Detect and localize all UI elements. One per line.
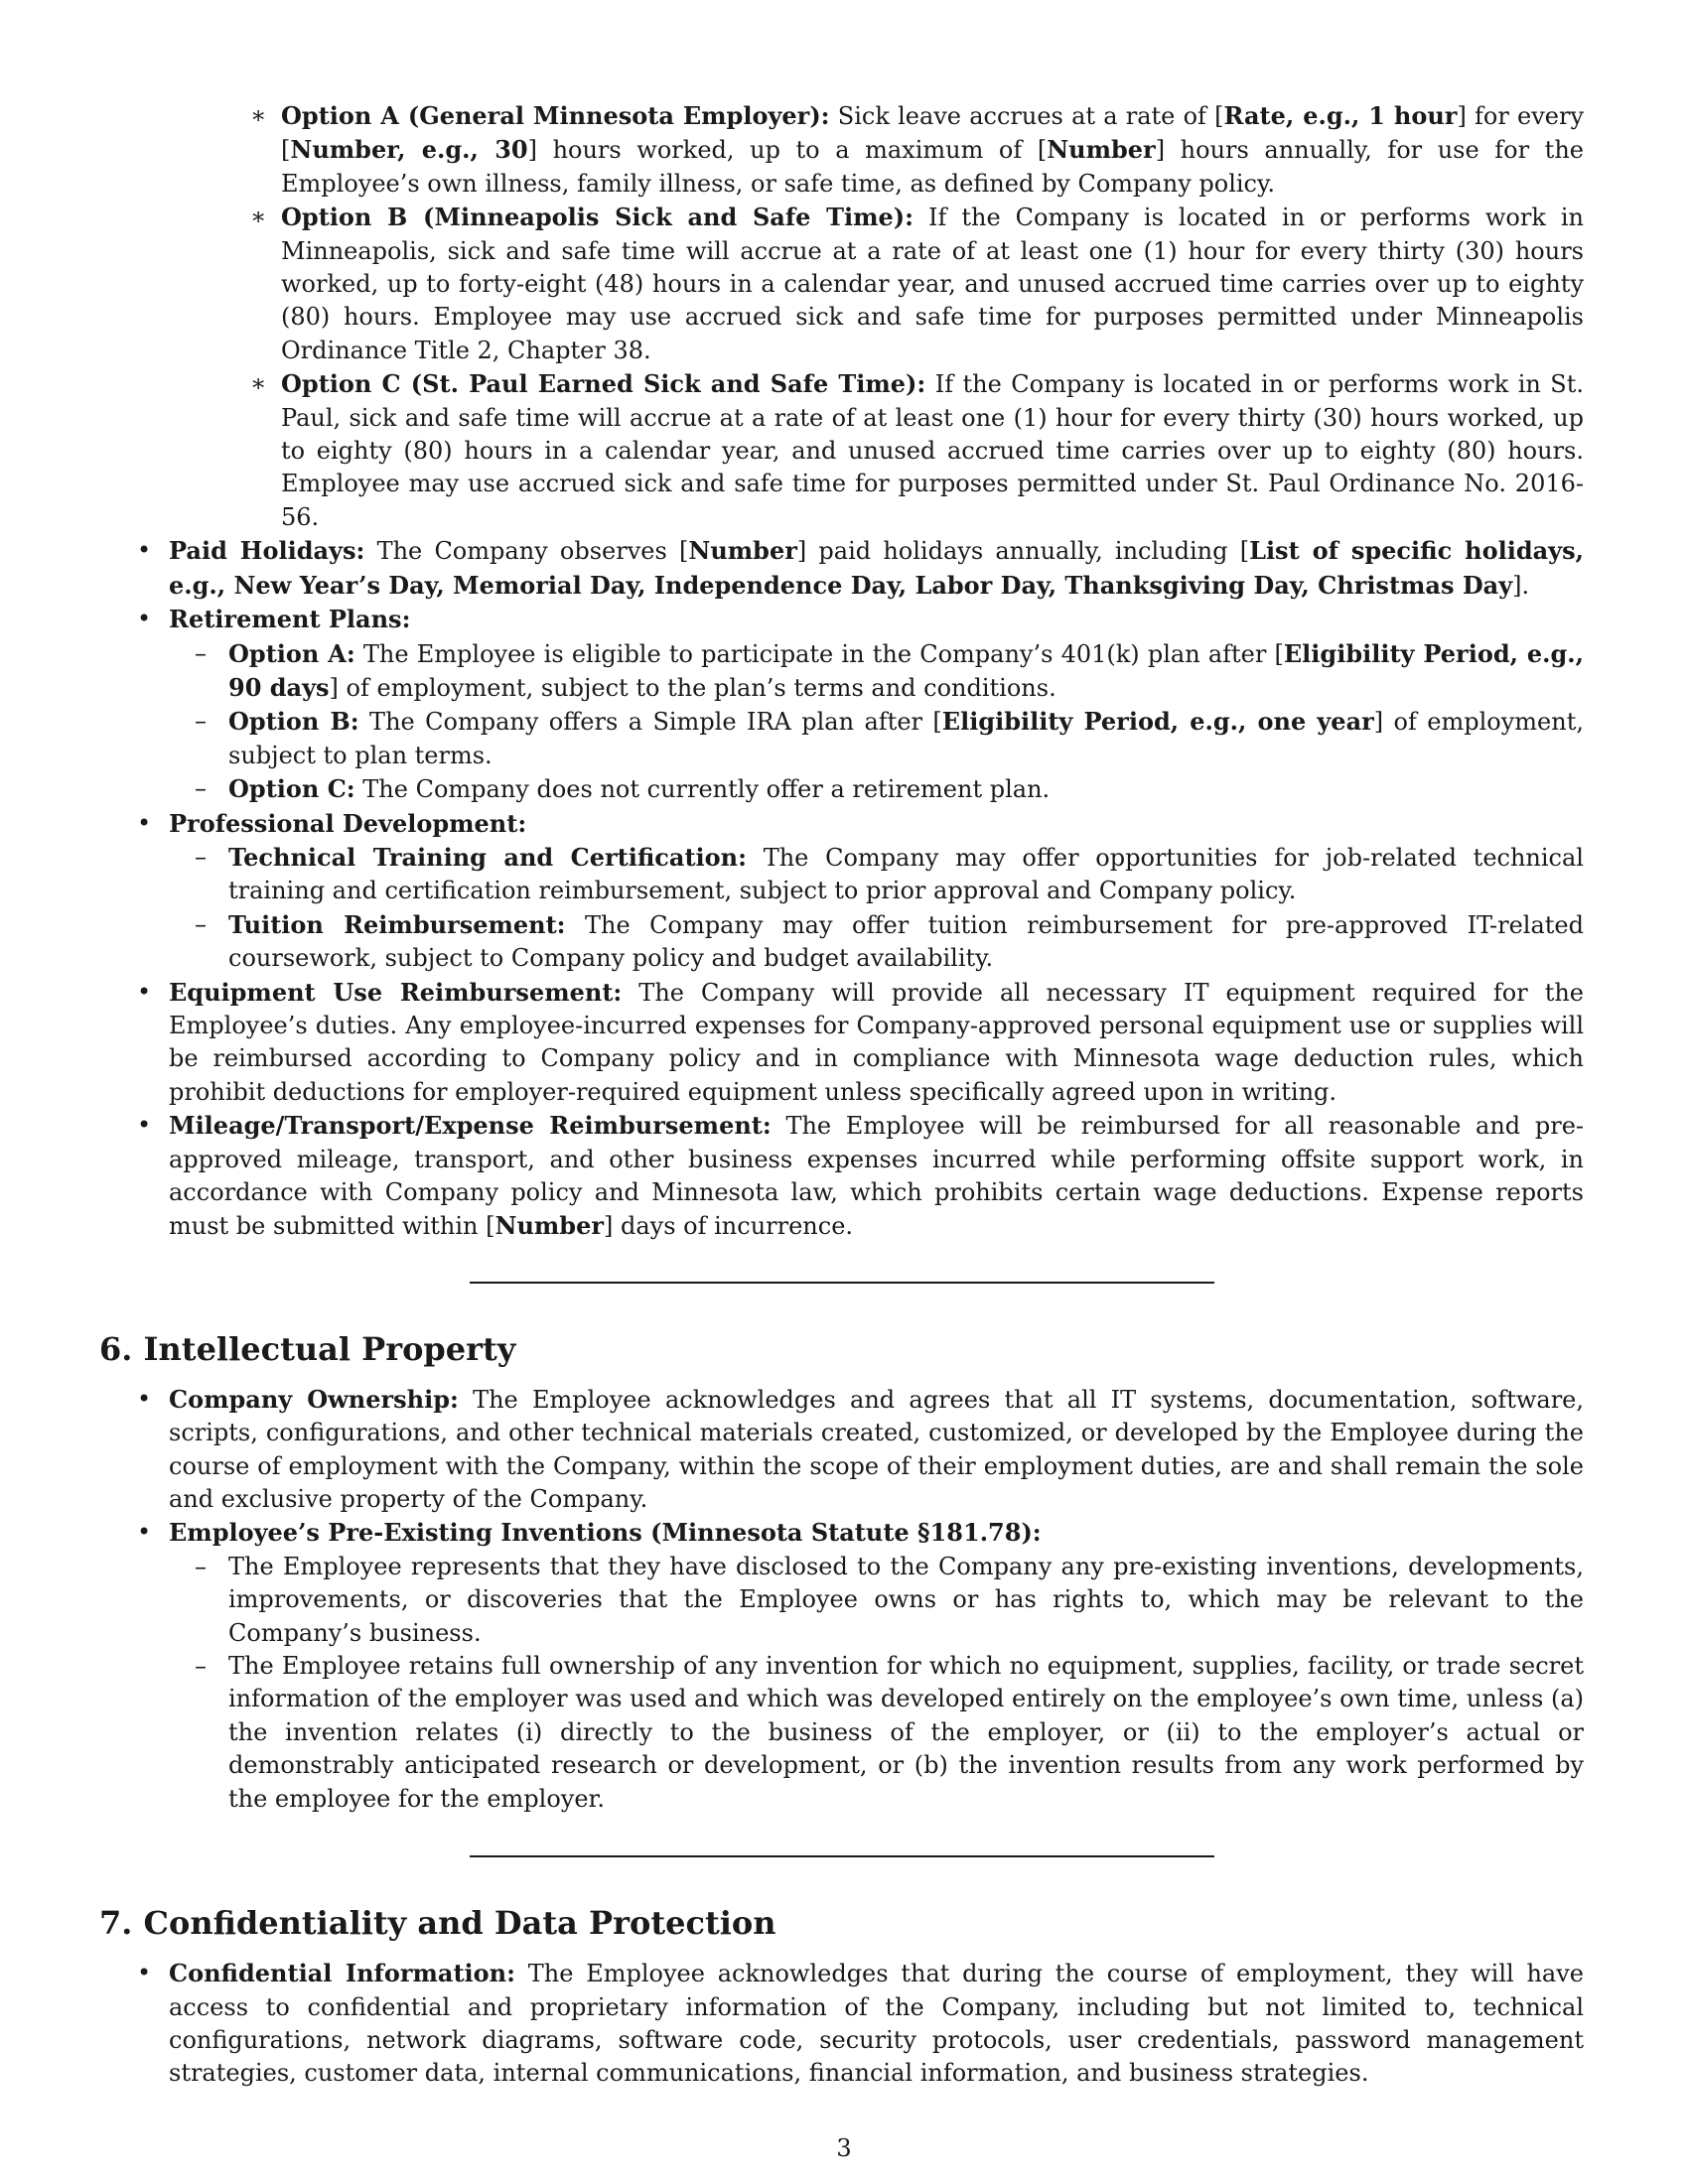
list-item (99, 1109, 1584, 1244)
list-item (99, 1957, 1584, 2091)
bullet-icon: • (137, 808, 152, 837)
professional-development-heading: Professional Development: (169, 808, 527, 838)
retirement-option-c: Option C: The Company does not currently offer a retirement plan. (228, 774, 1051, 804)
pre-existing-item-2: The Employee retains full ownership of any invention for which no equipment, supplies, facility, or trade secret information of the employer was used and which was developed entirely on the employee’s own time, unless (a) the invention relates (i) directly to the business of the employer, or (ii) to the employer’s actual or demonstrably anticipated research or development, or (b) the invention results from any work performed by the employee for the employer. (228, 1652, 1584, 1813)
list-item (99, 1516, 1584, 1550)
pre-existing-item-1: The Employee represents that they have disclosed to the Company any pre-existing inventions, developments, improvements, or discoveries that the Employee owns or has rights to, which may be relevant to the Company’s business. (228, 1552, 1584, 1647)
company-ownership: Company Ownership: The Employee acknowledges and agrees that all IT systems, documentation, software, scripts, configurations, and other technical materials created, customized, or developed by the Employee during the course of employment with the Company, within the scope of their employment duties, are and shall remain the sole and exclusive property of the Company. (169, 1384, 1585, 1514)
professional-development-list (99, 841, 1584, 976)
retirement-plans-heading: Retirement Plans: (169, 605, 411, 634)
list-item (99, 99, 1584, 201)
sick-leave-option-a: Option A (General Minnesota Employer): Sick leave accrues at a rate of [Rate, e.g., 1 hour] for every [Number, e.g., 30] hours worked, up to a maximum of [Number] hours annually, for use for the Employee’s own illness, family illness, or safe time, as defined by Company policy. (281, 101, 1585, 198)
reimbursement-list (99, 976, 1584, 1244)
list-item (99, 908, 1584, 976)
technical-training: Technical Training and Certification: The Company may offer opportunities for job-related technical training and certification reimbursement, subject to prior approval and Company policy. (228, 842, 1584, 905)
dash-bullet-icon: – (195, 638, 207, 667)
dash-bullet-icon: – (195, 707, 207, 736)
list-item (99, 1383, 1584, 1517)
pre-existing-inventions-heading: Employee’s Pre-Existing Inventions (Minnesota Statute §181.78): (169, 1518, 1042, 1548)
equipment-reimbursement: Equipment Use Reimbursement: The Company will provide all necessary IT equipment required for the Employee’s duties. Any employee-incurred expenses for Company-approved personal equipment use or supplies will be reimbursed according to Company policy and in compliance with Minnesota wage deduction rules, which prohibit deductions for employer-required equipment unless specifically agreed upon in writing. (169, 977, 1585, 1106)
bullet-icon: • (137, 1111, 152, 1140)
list-item (99, 772, 1584, 806)
dash-bullet-icon: – (195, 774, 207, 803)
dash-bullet-icon: – (195, 842, 207, 871)
list-item (99, 1650, 1584, 1816)
document-page (99, 99, 1584, 2091)
list-item (99, 1551, 1584, 1650)
dash-bullet-icon: – (195, 1552, 207, 1580)
section-divider (470, 1855, 1214, 1857)
bullet-icon: • (137, 977, 152, 1006)
pre-existing-inventions-list (99, 1551, 1584, 1816)
section-divider (470, 1282, 1214, 1284)
dash-bullet-icon: – (195, 909, 207, 938)
sick-leave-option-b: Option B (Minneapolis Sick and Safe Time): If the Company is located in or performs work in Minneapolis, sick and safe time will accrue at a rate of at least one (1) hour for every thirty (30) hours worked, up to forty-eight (48) hours in a calendar year, and unused accrued time carries over up to eighty (80) hours. Employee may use accrued sick and safe time for purposes permitted under Minneapolis Ordinance Title 2, Chapter 38. (281, 203, 1584, 364)
list-item (99, 705, 1584, 772)
list-item (99, 807, 1584, 841)
option-label: Option B (Minneapolis Sick and Safe Time): (281, 203, 914, 232)
star-bullet-icon: ∗ (250, 203, 267, 231)
star-bullet-icon: ∗ (250, 369, 267, 398)
list-item (99, 841, 1584, 908)
list-item (99, 603, 1584, 636)
sick-leave-option-c: Option C (St. Paul Earned Sick and Safe Time): If the Company is located in or performs work in St. Paul, sick and safe time will accrue at a rate of at least one (1) hour for every thirty (30) hours worked, up to eighty (80) hours in a calendar year, and unused accrued time carries over up to eighty (80) hours. Employee may use accrued sick and safe time for purposes permitted under St. Paul Ordinance No. 2016-56. (281, 369, 1585, 531)
section-7-list (99, 1957, 1584, 2091)
option-label: Option C (St. Paul Earned Sick and Safe Time): (281, 369, 926, 399)
confidential-information: Confidential Information: The Employee acknowledges that during the course of employment, they will have access to confidential and proprietary information of the Company, including but not limited to, technical configurations, network diagrams, software code, security protocols, user credentials, password management strategies, customer data, internal communications, financial information, and business strategies. (169, 1959, 1584, 2088)
list-item (99, 367, 1584, 534)
tuition-reimbursement: Tuition Reimbursement: The Company may offer tuition reimbursement for pre-approved IT-related coursework, subject to Company policy and budget availability. (228, 909, 1584, 973)
list-item (99, 201, 1584, 367)
retirement-options-list (99, 637, 1584, 807)
page-number: 3 (836, 2134, 852, 2162)
list-item (99, 637, 1584, 706)
mileage-reimbursement: Mileage/Transport/Expense Reimbursement: The Employee will be reimbursed for all reasonable and pre-approved mileage, transport, and other business expenses incurred while performing offsite support work, in accordance with Company policy and Minnesota law, which prohibits certain wage deductions. Expense reports must be submitted within [Number] days of incurrence. (169, 1111, 1585, 1241)
bullet-icon: • (137, 605, 152, 633)
bullet-icon: • (137, 1384, 152, 1413)
section-6-title: 6. Intellectual Property (99, 1329, 516, 1368)
option-label: Option A (General Minnesota Employer): (281, 101, 830, 130)
star-bullet-icon: ∗ (250, 101, 267, 129)
list-item (99, 534, 1584, 603)
benefits-list-continued (99, 807, 1584, 841)
bullet-icon: • (137, 1518, 152, 1547)
bullet-icon: • (137, 1959, 152, 1987)
sick-leave-options-list (99, 99, 1584, 534)
list-item (99, 976, 1584, 1110)
bullet-icon: • (137, 536, 152, 565)
paid-holidays: Paid Holidays: The Company observes [Number] paid holidays annually, including [List of specific holidays, e.g., New Year’s Day, Memorial Day, Independence Day, Labor Day, Thanksgiving Day, Christmas Day]. (169, 536, 1584, 600)
section-6-list (99, 1383, 1584, 1551)
retirement-option-a: Option A: The Employee is eligible to participate in the Company’s 401(k) plan after [Eligibility Period, e.g., 90 days] of employment, subject to the plan’s terms and conditions. (228, 638, 1584, 702)
benefits-list (99, 534, 1584, 636)
retirement-option-b: Option B: The Company offers a Simple IRA plan after [Eligibility Period, e.g., one year] of employment, subject to plan terms. (228, 707, 1584, 769)
section-7-title: 7. Confidentiality and Data Protection (99, 1904, 776, 1943)
dash-bullet-icon: – (195, 1652, 207, 1681)
